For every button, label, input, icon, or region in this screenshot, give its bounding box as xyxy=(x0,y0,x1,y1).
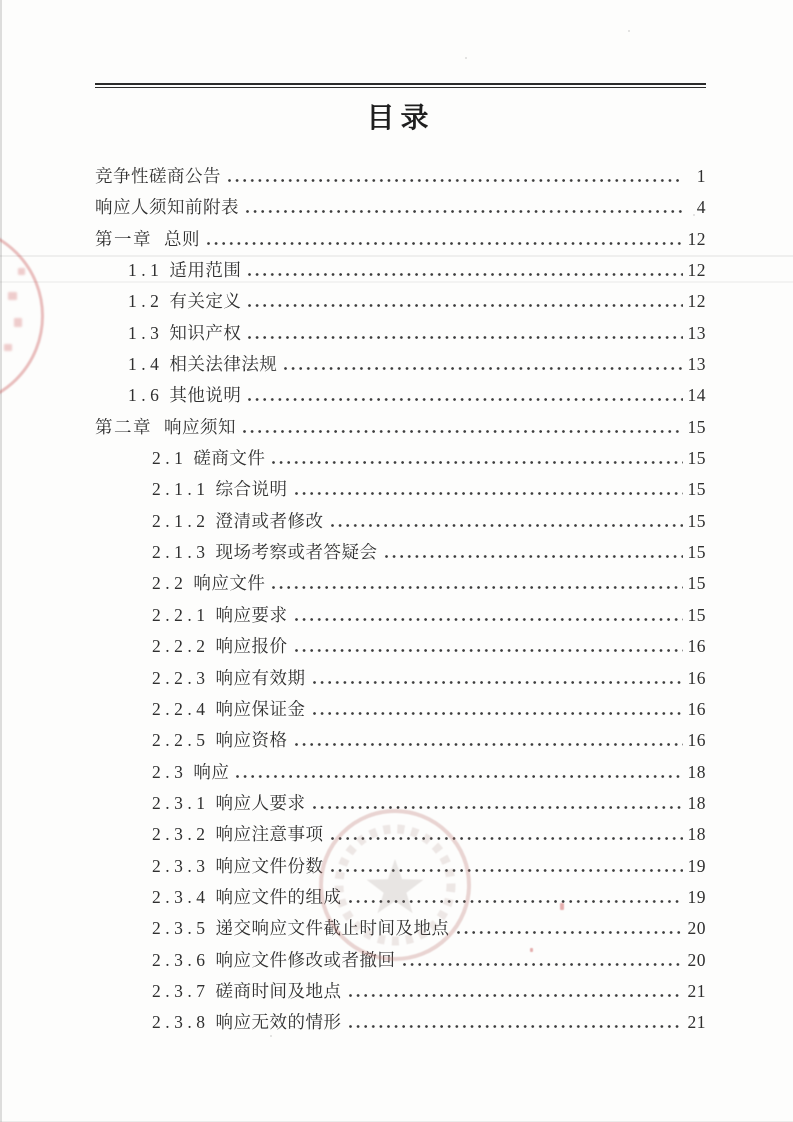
toc-leader-dots xyxy=(248,336,683,339)
toc-page-number: 1 xyxy=(696,166,706,186)
toc-entry-number: 2.3.4 xyxy=(152,886,210,907)
toc-leader-dots xyxy=(313,712,684,715)
toc-entry-label: 磋商文件 xyxy=(193,448,266,469)
toc-entry-number: 2.3.2 xyxy=(152,824,210,845)
toc-entry xyxy=(95,600,706,631)
toc-leader-dots xyxy=(313,681,684,684)
toc-entry-number: 2.3.7 xyxy=(152,980,210,1001)
toc-entry xyxy=(95,694,706,725)
toc-entry-label: 响应报价 xyxy=(215,636,288,657)
toc-page-number: 21 xyxy=(687,980,706,1001)
toc-entry-label: 响应资格 xyxy=(215,730,288,751)
toc-entry-label: 响应注意事项 xyxy=(215,824,324,845)
star-icon xyxy=(367,859,424,913)
toc-page-number: 13 xyxy=(687,322,706,343)
toc-leader-dots xyxy=(385,555,684,558)
toc-entry xyxy=(95,474,706,505)
toc-page-number: 15 xyxy=(687,448,706,469)
toc-leader-dots xyxy=(331,524,684,527)
toc-entry-label: 响应有效期 xyxy=(215,667,306,688)
toc-entry-label: 响应文件修改或者撤回 xyxy=(215,949,396,970)
toc-entry-number: 1.1 xyxy=(128,260,164,281)
toc-entry-label: 响应无效的情形 xyxy=(215,1012,342,1033)
toc-page-number: 16 xyxy=(687,636,706,657)
toc-leader-dots xyxy=(295,492,684,495)
toc-entry xyxy=(95,757,706,788)
toc-entry-label: 递交响应文件截止时间及地点 xyxy=(215,918,450,939)
toc-page-number: 12 xyxy=(687,291,706,312)
toc-entry-label: 响应须知 xyxy=(164,416,236,437)
toc-page-number: 18 xyxy=(687,761,706,782)
red-seal-mark xyxy=(14,318,22,327)
circular-seal-watermark xyxy=(315,805,475,965)
toc-entry xyxy=(95,631,706,662)
toc-entry xyxy=(95,663,706,694)
toc-entry-number: 第一章 xyxy=(95,228,152,249)
scan-speck xyxy=(465,57,467,59)
toc-entry-label: 磋商时间及地点 xyxy=(215,980,342,1001)
toc-entry xyxy=(95,192,706,223)
toc-entry xyxy=(95,537,706,568)
toc-entry-label: 响应文件 xyxy=(193,573,266,594)
toc-entry-number: 1.2 xyxy=(128,291,164,312)
toc-page-number: 12 xyxy=(687,260,706,281)
toc-entry-number: 1.4 xyxy=(128,354,164,375)
toc-entry xyxy=(95,349,706,380)
toc-entry-label: 现场考察或者答疑会 xyxy=(215,542,378,563)
toc-entry-label: 响应文件的组成 xyxy=(215,886,342,907)
toc-leader-dots xyxy=(349,994,684,997)
page-title: 目录 xyxy=(366,103,435,134)
toc-entry-number: 2.3.1 xyxy=(152,792,210,813)
toc-entry-number: 2.3 xyxy=(152,761,188,782)
toc-leader-dots xyxy=(284,367,683,370)
toc-entry-label: 综合说明 xyxy=(215,479,288,500)
toc-page-number: 20 xyxy=(687,949,706,970)
toc-leader-dots xyxy=(248,304,683,307)
toc-page-number: 16 xyxy=(687,730,706,751)
page-left-edge xyxy=(0,0,2,1122)
toc-page-number: 16 xyxy=(687,698,706,719)
toc-entry xyxy=(95,976,706,1007)
toc-page-number: 4 xyxy=(696,197,706,218)
toc-leader-dots xyxy=(272,586,683,589)
toc-entry-number: 2.2 xyxy=(152,573,188,594)
toc-entry-number: 2.1.1 xyxy=(152,479,210,500)
toc-page-number: 20 xyxy=(687,918,706,939)
toc-entry xyxy=(95,161,706,192)
toc-leader-dots xyxy=(207,242,683,245)
toc-entry-number: 2.2.2 xyxy=(152,636,210,657)
toc-page-number: 15 xyxy=(687,542,706,563)
toc-page-number: 18 xyxy=(687,792,706,813)
toc-entry xyxy=(95,506,706,537)
red-seal-mark xyxy=(4,344,12,351)
toc-entry-number: 2.1.2 xyxy=(152,510,210,531)
toc-leader-dots xyxy=(295,649,684,652)
toc-entry-number: 2.1 xyxy=(152,448,188,469)
toc-entry-label: 总则 xyxy=(164,228,200,249)
toc-entry-number: 2.3.3 xyxy=(152,855,210,876)
toc-entry xyxy=(95,1007,706,1038)
toc-entry-label: 竞争性磋商公告 xyxy=(95,166,221,186)
toc-entry-label: 相关法律法规 xyxy=(169,354,278,375)
red-seal-mark xyxy=(8,292,17,300)
toc-page-number: 15 xyxy=(687,510,706,531)
toc-page-number: 13 xyxy=(687,354,706,375)
toc-page-number: 21 xyxy=(687,1012,706,1033)
header-double-rule xyxy=(95,83,706,88)
toc-page-number: 15 xyxy=(687,416,706,437)
toc-entry-label: 知识产权 xyxy=(169,322,242,343)
scan-speck xyxy=(628,30,630,32)
toc-leader-dots xyxy=(248,398,683,401)
toc-leader-dots xyxy=(236,775,683,778)
toc-entry xyxy=(95,286,706,317)
toc-page-number: 15 xyxy=(687,604,706,625)
toc-entry-label: 有关定义 xyxy=(169,291,242,312)
toc-entry xyxy=(95,224,706,255)
toc-page-number: 19 xyxy=(687,886,706,907)
toc-leader-dots xyxy=(228,179,683,182)
toc-entry xyxy=(95,725,706,756)
toc-entry-number: 2.2.1 xyxy=(152,604,210,625)
toc-leader-dots xyxy=(243,430,683,433)
toc-entry xyxy=(95,255,706,286)
toc-entry-label: 响应文件份数 xyxy=(215,855,324,876)
toc-page-number: 18 xyxy=(687,824,706,845)
toc-entry-number: 2.3.8 xyxy=(152,1012,210,1033)
toc-page-number: 15 xyxy=(687,573,706,594)
toc-entry-number: 2.3.5 xyxy=(152,918,210,939)
red-seal-speck xyxy=(530,948,533,952)
toc-entry-label: 响应人须知前附表 xyxy=(95,197,239,218)
toc-entry-label: 适用范围 xyxy=(169,260,242,281)
toc-entry-number: 第二章 xyxy=(95,416,152,437)
toc-entry-label: 响应人要求 xyxy=(215,792,306,813)
toc-page-number: 15 xyxy=(687,479,706,500)
toc-entry-label: 澄清或者修改 xyxy=(215,510,324,531)
toc-entry-number: 2.2.3 xyxy=(152,667,210,688)
toc-entry-label: 响应 xyxy=(193,761,230,782)
toc-entry xyxy=(95,318,706,349)
red-seal-edge-fragment xyxy=(0,225,44,407)
toc-leader-dots xyxy=(272,461,683,464)
toc-leader-dots xyxy=(457,931,684,934)
toc-entry xyxy=(95,380,706,411)
toc-leader-dots xyxy=(246,210,683,213)
toc-entry xyxy=(95,568,706,599)
toc-entry xyxy=(95,443,706,474)
toc-entry-number: 2.3.6 xyxy=(152,949,210,970)
toc-entry-number: 2.2.5 xyxy=(152,730,210,751)
toc-page-number: 19 xyxy=(687,855,706,876)
toc-entry-number: 2.2.4 xyxy=(152,698,210,719)
toc-entry-label: 响应要求 xyxy=(215,604,288,625)
toc-entry-label: 其他说明 xyxy=(169,385,242,406)
red-seal-mark xyxy=(18,268,25,275)
toc-entry-number: 1.3 xyxy=(128,322,164,343)
toc-leader-dots xyxy=(349,1025,684,1028)
toc-page-number: 12 xyxy=(687,228,706,249)
toc-entry xyxy=(95,412,706,443)
red-seal-speck xyxy=(560,903,564,910)
toc-page-number: 14 xyxy=(687,385,706,406)
toc-entry-number: 2.1.3 xyxy=(152,542,210,563)
toc-page-number: 16 xyxy=(687,667,706,688)
toc-entry-label: 响应保证金 xyxy=(215,698,306,719)
toc-entry-number: 1.6 xyxy=(128,385,164,406)
toc-leader-dots xyxy=(295,743,684,746)
toc-leader-dots xyxy=(295,618,684,621)
toc-leader-dots xyxy=(248,273,683,276)
